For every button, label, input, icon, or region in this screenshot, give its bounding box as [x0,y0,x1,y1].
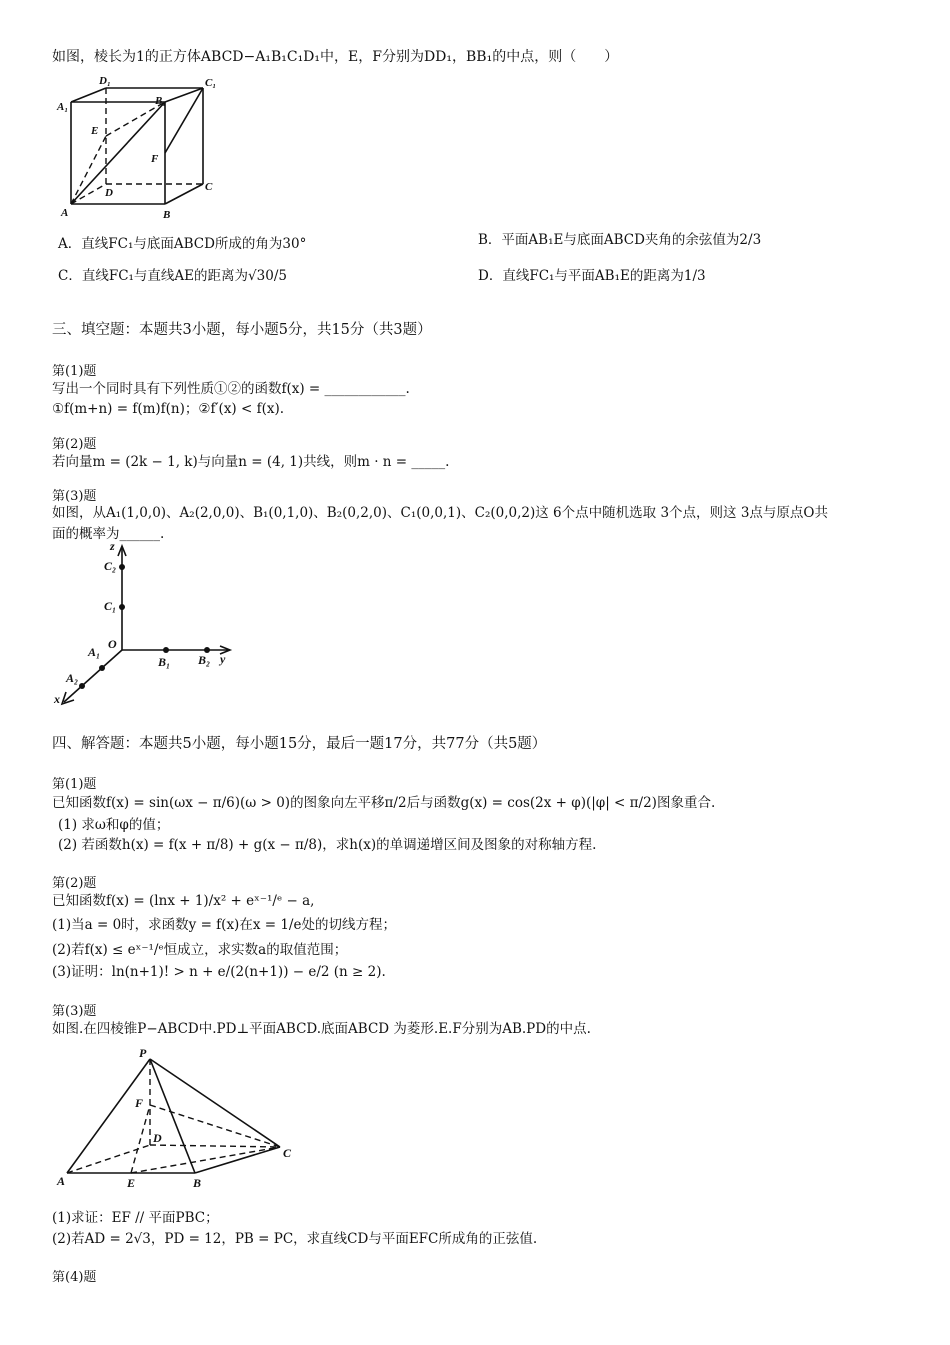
label-d: D [105,187,113,199]
label-e: E [91,125,99,137]
label-c: C [283,1146,292,1160]
question-text: (2)若f(x) ≤ eˣ⁻¹/ᵉ恒成立，求实数a的取值范围； [52,942,348,958]
label-c2: C₂ [104,559,117,573]
question-text: 若向量m = (2k − 1, k)与向量n = (4, 1)共线，则m · n = _____. [52,454,450,470]
cube-figure [55,72,225,222]
label-c1: C₁ [104,599,117,613]
axes-figure [52,540,252,715]
label-b2: B₂ [198,653,211,667]
axis-z: z [110,540,115,553]
question-number: 第(4)题 [52,1270,97,1285]
question-text: (3)证明：ln(n+1)! > n + e/(2(n+1)) − e/2 (n ≥ 2). [52,964,386,980]
question-text: (2) 若函数h(x) = f(x + π/8) + g(x − π/8)，求h(x)的单调递增区间及图象的对称轴方程. [58,837,597,853]
question-number: 第(2)题 [52,437,97,452]
section-title-solutions: 四、解答题：本题共5小题，每小题15分，最后一题17分，共77分（共5题） [52,736,547,752]
label-b: B [193,1176,202,1190]
label-e: E [127,1176,136,1190]
axis-y: y [220,652,226,666]
pyramid-figure [55,1045,305,1195]
label-p: P [139,1046,147,1060]
question-stem: 如图，棱长为1的正方体ABCD−A₁B₁C₁D₁中，E，F分别为DD₁，BB₁的中点，则（ ） [52,49,619,65]
option-c: C．直线FC₁与直线AE的距离为√30/5 [58,268,287,284]
question-number: 第(1)题 [52,364,97,379]
label-a2: A₂ [66,671,79,685]
label-a: A [57,1174,66,1188]
option-b: B．平面AB₁E与底面ABCD夹角的余弦值为2/3 [478,232,762,248]
question-text: (1)当a = 0时，求函数y = f(x)在x = 1/e处的切线方程； [52,917,396,933]
question-number: 第(2)题 [52,876,97,891]
option-a: A．直线FC₁与底面ABCD所成的角为30° [58,236,307,252]
section-title-fill-in: 三、填空题：本题共3小题，每小题5分，共15分（共3题） [52,322,432,338]
question-number: 第(3)题 [52,1004,97,1019]
question-text: ①f(m+n) = f(m)f(n)；②f′(x) < f(x). [52,401,285,417]
label-c1: C₁ [205,77,217,89]
option-d: D．直线FC₁与平面AB₁E的距离为1/3 [478,268,706,284]
question-text: (1)求证：EF // 平面PBC； [52,1210,219,1226]
question-text: 面的概率为______. [52,526,165,542]
label-a1: A₁ [57,101,69,113]
question-text: 已知函数f(x) = sin(ωx − π/6)(ω > 0)的图象向左平移π/2后与函数g(x) = cos(2x + φ)(|φ| < π/2)图象重合. [52,795,716,811]
label-d: D [153,1131,162,1145]
label-o: O [108,637,117,651]
label-a1: A₁ [88,645,101,659]
question-text: (1) 求ω和φ的值； [58,817,170,833]
question-text: 写出一个同时具有下列性质①②的函数f(x) = ____________. [52,381,410,397]
label-d1: D₁ [99,75,111,87]
label-b1: B₁ [155,95,167,107]
label-b1: B₁ [158,655,171,669]
question-number: 第(3)题 [52,489,97,504]
question-text: 已知函数f(x) = (lnx + 1)/x² + eˣ⁻¹/ᵉ − a, [52,893,315,909]
label-a: A [61,207,69,219]
axis-x: x [54,692,60,706]
label-b: B [163,209,171,221]
label-c: C [205,181,213,193]
question-text: 如图.在四棱锥P−ABCD中.PD⊥平面ABCD.底面ABCD 为菱形.E.F分别为AB.PD的中点. [52,1021,591,1037]
label-f: F [135,1096,144,1110]
label-f: F [151,153,159,165]
question-number: 第(1)题 [52,777,97,792]
question-text: (2)若AD = 2√3，PD = 12，PB = PC，求直线CD与平面EFC所成角的正弦值. [52,1231,538,1247]
question-text: 如图，从A₁(1,0,0)、A₂(2,0,0)、B₁(0,1,0)、B₂(0,2,0)、C₁(0,0,1)、C₂(0,0,2)这 6个点中随机选取 3个点，则这 3点与原点O共 [52,505,828,521]
